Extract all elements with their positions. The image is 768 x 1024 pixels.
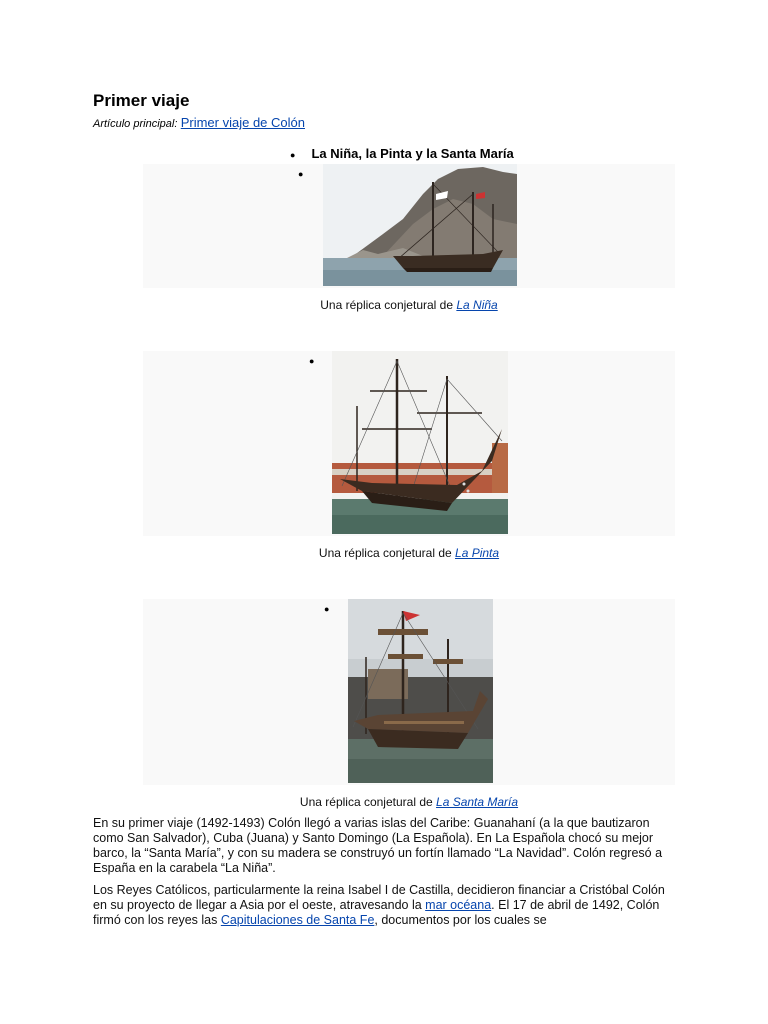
bullet-icon: ● (309, 356, 315, 366)
caption-pinta (143, 546, 675, 560)
caption-link-nina[interactable]: La Niña (456, 298, 498, 312)
gallery-title-text: La Niña, la Pinta y la Santa María (311, 146, 514, 161)
gallery-title (290, 146, 514, 161)
main-article-note (93, 115, 305, 130)
caption-santa-maria (143, 795, 675, 809)
caption-nina (143, 298, 675, 312)
caption-prefix: Una réplica conjetural de (318, 546, 452, 560)
link-mar-oceana[interactable]: mar océana (425, 898, 492, 912)
main-article-link[interactable]: Primer viaje de Colón (180, 115, 305, 130)
bullet-icon: ● (298, 169, 304, 179)
caption-prefix: Una réplica conjetural de (320, 298, 454, 312)
caption-link-pinta[interactable]: La Pinta (455, 546, 500, 560)
ship-image (332, 351, 508, 534)
pinta-photo[interactable] (332, 351, 508, 534)
link-capitulaciones[interactable]: Capitulaciones de Santa Fe (220, 913, 375, 927)
nina-photo[interactable] (323, 164, 517, 286)
paragraph-reyes-catolicos (93, 883, 675, 928)
section-heading: Primer viaje (93, 91, 190, 110)
santa-maria-photo[interactable] (348, 599, 493, 783)
bullet-icon: ● (324, 604, 330, 614)
caption-prefix: Una réplica conjetural de (299, 795, 433, 809)
paragraph-text: Los Reyes Católicos, particularmente la reina Isabel I de Castilla, decidieron financiar a Cristóbal Colón en su proyecto de llegar a Asia por el oeste, atravesando la (93, 883, 665, 912)
bullet-icon: ● (290, 150, 296, 160)
paragraph-text: , documentos por los cuales se (374, 913, 547, 927)
caption-link-santa-maria[interactable]: La Santa María (436, 795, 519, 809)
ship-image (323, 164, 517, 286)
main-article-label: Artículo principal: (93, 118, 178, 130)
ship-image (348, 599, 493, 783)
paragraph-text: . El 17 de abril de 1492, Colón firmó con los reyes las (93, 898, 660, 927)
paragraph-first-voyage: En su primer viaje (1492-1493) Colón llegó a varias islas del Caribe: Guanahaní (a la que bautizaron como San Salvador), Cuba (Juana) y Santo Domingo (La Española). En La Española chocó su mejor barco, la “Santa María”, y con su madera se construyó un fortín llamado “La Navidad”. Colón regresó a España en la carabela “La Niña”. (93, 816, 663, 875)
